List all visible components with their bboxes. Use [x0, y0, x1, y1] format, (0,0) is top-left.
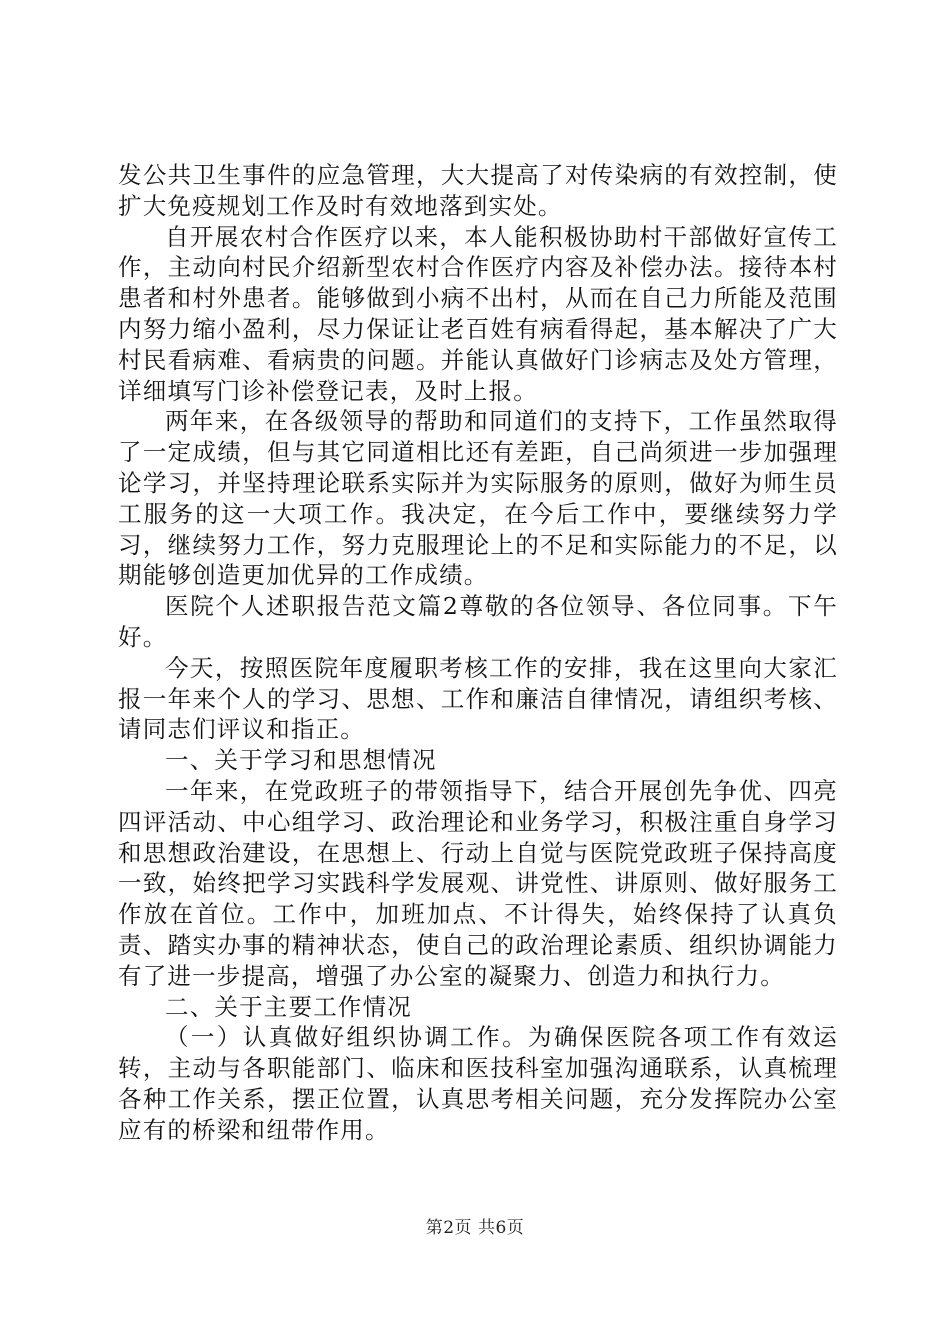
paragraph-continuation: 发公共卫生事件的应急管理，大大提高了对传染病的有效控制，使扩大免疫规划工作及时有效地落到实处。: [118, 161, 838, 220]
paragraph-study: 一年来，在党政班子的带领指导下，结合开展创先争优、四亮四评活动、中心组学习、政治理论和业务学习，积极注重自身学习和思想政治建设，在思想上、行动上自觉与医院党政班子保持高度一致，始终把学习实践科学发展观、讲党性、讲原则、做好服务工作放在首位。工作中，加班加点、不计得失，始终保持了认真负责、踏实办事的精神状态，使自己的政治理论素质、组织协调能力有了进一步提高，增强了办公室的凝聚力、创造力和执行力。: [118, 776, 838, 990]
page-footer: 第2页 共6页: [425, 1218, 525, 1238]
paragraph-report-title: 医院个人述职报告范文篇2尊敬的各位领导、各位同事。下午好。: [118, 592, 838, 651]
paragraph-today: 今天，按照医院年度履职考核工作的安排，我在这里向大家汇报一年来个人的学习、思想、工作和廉洁自律情况，请组织考核、请同志们评议和指正。: [118, 653, 838, 744]
section-heading-work: 二、关于主要工作情况: [165, 992, 412, 1021]
paragraph-cooperative-medical: 自开展农村合作医疗以来，本人能积极协助村干部做好宣传工作，主动向村民介绍新型农村合作医疗内容及补偿办法。接待本村患者和村外患者。能够做到小病不出村，从而在自己力所能及范围内努力缩小盈利，尽力保证让老百姓有病看得起，基本解决了广大村民看病难、看病贵的问题。并能认真做好门诊病志及处方管理，详细填写门诊补偿登记表，及时上报。: [118, 222, 838, 405]
paragraph-coordination: （一）认真做好组织协调工作。为确保医院各项工作有效运转，主动与各职能部门、临床和医技科室加强沟通联系，认真梳理各种工作关系，摆正位置，认真思考相关问题，充分发挥院办公室应有的桥梁和纽带作用。: [118, 1023, 838, 1144]
document-body: [118, 160, 838, 1146]
section-heading-study: 一、关于学习和思想情况: [165, 746, 437, 775]
paragraph-two-years: 两年来，在各级领导的帮助和同道们的支持下，工作虽然取得了一定成绩，但与其它同道相比还有差距，自己尚须进一步加强理论学习，并坚持理论联系实际并为实际服务的原则，做好为师生员工服务的这一大项工作。我决定，在今后工作中，要继续努力学习，继续努力工作，努力克服理论上的不足和实际能力的不足，以期能够创造更加优异的工作成绩。: [118, 407, 838, 590]
